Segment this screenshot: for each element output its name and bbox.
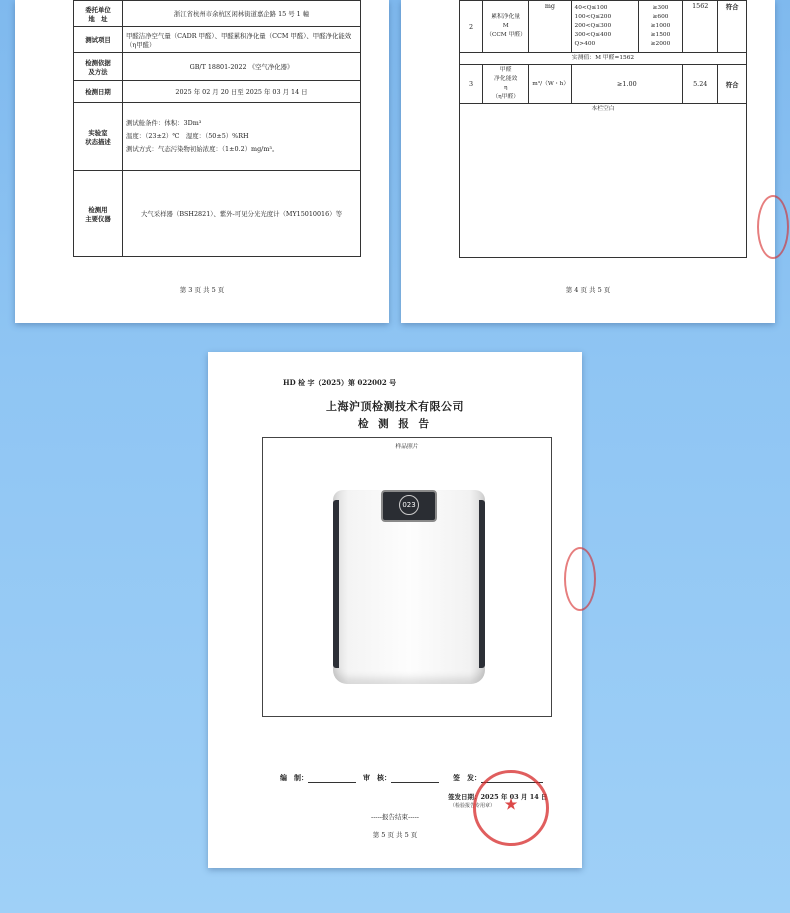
temperature-humidity: 温度：（23±2）℃ 湿度：（50±5）%RH (126, 132, 249, 140)
report-number: HD 检 字（2025）第 022002 号 (283, 378, 397, 387)
report-page-3 (15, 0, 389, 323)
requirement-cell: ≥1500 (650, 32, 671, 38)
requirement-column (638, 1, 682, 53)
page-number: 第 5 页 共 5 页 (372, 831, 418, 839)
client-address-label: 委托单位 地 址 (74, 1, 123, 27)
report-title: 检 测 报 告 (358, 418, 432, 430)
compiler-row (280, 772, 356, 783)
device-side-right (479, 500, 485, 668)
item-name: 甲醛 净化能效 η （η甲醛） (483, 65, 529, 104)
sign-date: 签发日期：2025 年 03 月 14 日 (448, 793, 548, 801)
air-purifier-image (333, 490, 485, 684)
page-number: 第 3 页 共 5 页 (179, 286, 225, 294)
requirement-cell: ≥2000 (650, 41, 671, 47)
reviewer-row (363, 772, 439, 783)
stamp-note: （检验报告专用章） (450, 803, 496, 809)
verdict: 符合 (718, 1, 747, 53)
client-address-value: 浙江省杭州市余杭区闲林街道嘉企路 15 号 1 幢 (123, 1, 361, 27)
row-number: 2 (460, 1, 483, 53)
stamp-star-icon: ★ (504, 797, 518, 813)
compiler-label: 编 制： (280, 773, 308, 782)
device-control-panel (381, 490, 437, 522)
test-items-value: 甲醛洁净空气量（CADR 甲醛）、甲醛累积净化量（CCM 甲醛）、甲醛净化能效（η甲醛） (123, 27, 361, 53)
test-items-label: 测试项目 (74, 27, 123, 53)
range-cell: 300<Q≤400 (574, 32, 612, 38)
range-column (571, 1, 638, 53)
lab-condition-label: 实验室 状态描述 (74, 103, 123, 171)
red-stamp-partial (757, 195, 789, 259)
range-cell: Q>400 (574, 41, 596, 47)
compiler-signature (308, 772, 356, 783)
report-page-5 (208, 352, 582, 868)
company-name: 上海沪顶检测技术有限公司 (326, 400, 464, 413)
row-number: 3 (460, 65, 483, 104)
unit: mg (529, 1, 571, 53)
range-cell: 100<Q≤200 (574, 14, 612, 20)
reviewer-signature (391, 772, 439, 783)
page-number: 第 4 页 共 5 页 (565, 286, 611, 294)
test-info-table (73, 0, 361, 257)
standard-value: GB/T 18801-2022 《空气净化器》 (123, 53, 361, 81)
sample-photo-frame (262, 437, 552, 717)
verdict: 符合 (718, 65, 747, 104)
requirement-cell: ≥1.00 (571, 65, 683, 104)
standard-label: 检测依据 及方法 (74, 53, 123, 81)
chamber-volume: 测试舱条件：体积：3Dm³ (126, 119, 202, 127)
issuer-label: 签 发： (453, 773, 481, 782)
test-date-value: 2025 年 02 月 20 日至 2025 年 03 月 14 日 (123, 81, 361, 103)
report-page-4 (401, 0, 775, 323)
requirement-cell: ≥1000 (650, 23, 671, 29)
range-cell: 40<Q≤100 (574, 5, 608, 11)
result-value: 5.24 (683, 65, 718, 104)
reviewer-label: 审 核： (363, 773, 391, 782)
report-end: -----报告结束----- (371, 813, 419, 821)
unit: m³/（W・h） (529, 65, 571, 104)
test-method: 测试方式：气态污染物初始浓度：（1±0.2）mg/m³。 (126, 145, 279, 153)
instruments-label: 检测用 主要仪器 (74, 171, 123, 257)
instruments-value: 大气采样器（BSH2821）、紫外-可见分光光度计（MY15010016）等 (123, 171, 361, 257)
red-stamp-partial (564, 547, 596, 611)
test-date-label: 检测日期 (74, 81, 123, 103)
requirement-cell: ≥600 (652, 14, 669, 20)
blank-note: 本栏空白 (460, 104, 747, 258)
item-name: 累积净化量 M （CCM 甲醛） (483, 1, 529, 53)
result-value: 1562 (683, 1, 718, 53)
lab-condition-value (123, 103, 361, 171)
photo-caption: 样品照片 (395, 444, 419, 450)
range-cell: 200<Q≤300 (574, 23, 612, 29)
device-display: 023 (399, 495, 419, 515)
measured-value: 实测值：M 甲醛=1562 (460, 53, 747, 65)
results-table (459, 0, 747, 258)
requirement-cell: ≥300 (652, 5, 669, 11)
device-side-left (333, 500, 339, 668)
